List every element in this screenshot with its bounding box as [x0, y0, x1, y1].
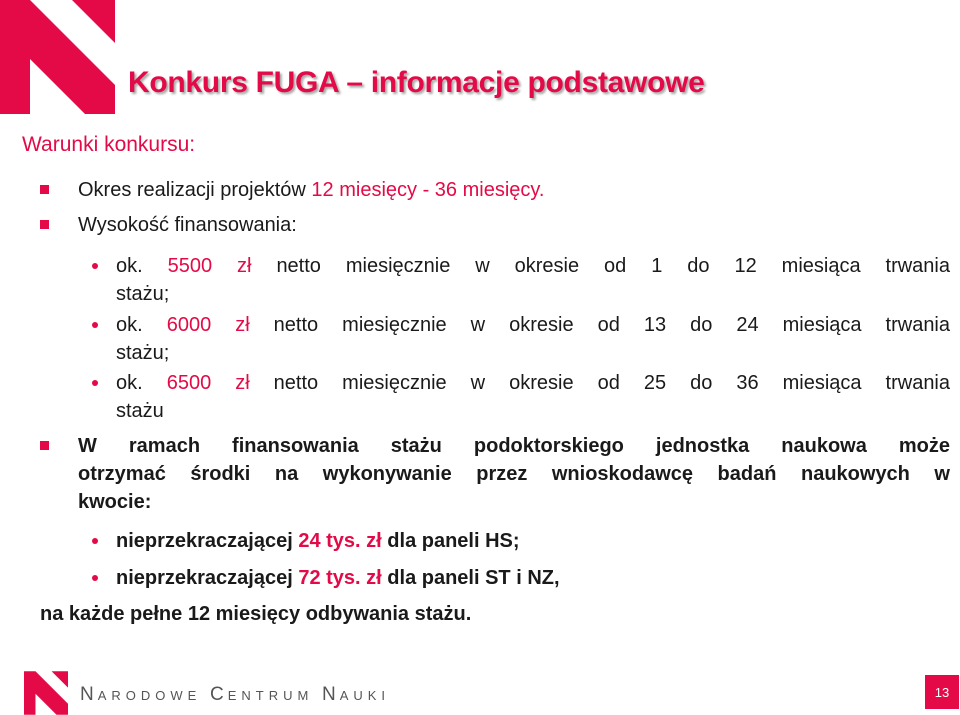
item-text: ok. [116, 255, 168, 277]
page-number: 13 [925, 675, 959, 709]
footer-word: AUKI [339, 688, 391, 703]
bullet-dot [92, 263, 98, 269]
item-highlight: 6000 zł [166, 314, 250, 336]
bullet-square [40, 220, 49, 229]
bullet-square [40, 441, 49, 450]
bullet-dot [92, 322, 98, 328]
item-text: nieprzekraczającej [116, 530, 299, 552]
item-highlight: 5500 zł [167, 255, 252, 277]
list-item-line: kwocie: [78, 491, 152, 513]
item-text: dla paneli ST i NZ, [381, 567, 560, 589]
sub-item-line: stażu; [116, 283, 170, 305]
item-text: nieprzekraczającej [116, 567, 299, 589]
item-text: dla paneli HS; [381, 530, 520, 552]
closing-line: na każde pełne 12 miesięcy odbywania stażu. [40, 603, 472, 625]
list-item-funding: Wysokość finansowania: [78, 214, 297, 236]
item-highlight: 12 miesięcy - 36 miesięcy. [311, 179, 545, 201]
footer-word: ENTRUM [227, 688, 314, 703]
footer-organization-name [80, 684, 390, 706]
footer-word: ARODOWE [97, 688, 202, 703]
ncn-footer-logo [24, 671, 68, 715]
list-item-period [78, 176, 544, 204]
item-text: netto miesięcznie w okresie od 1 do 12 miesiąca trwania [276, 255, 950, 277]
sub-item-st-nz [116, 564, 560, 592]
sub-item-line [116, 252, 950, 280]
bullet-dot [92, 575, 98, 581]
item-text: Okres realizacji projektów [78, 179, 312, 201]
footer-letter: C [209, 684, 228, 705]
item-highlight: 24 tys. zł [298, 530, 382, 552]
subtitle: Warunki konkursu: [22, 133, 196, 156]
sub-item-hs [116, 527, 520, 555]
item-text: netto miesięcznie w okresie od 25 do 36 miesiąca trwania [273, 372, 951, 394]
bullet-square [40, 185, 49, 194]
page-title: Konkurs FUGA – informacje podstawowe [128, 66, 705, 99]
item-text: ok. [116, 372, 167, 394]
footer-letter: N [80, 684, 98, 705]
sub-item-line: stażu [116, 400, 164, 422]
list-item-line: W ramach finansowania stażu podoktorskiego jednostka naukowa może [78, 435, 950, 457]
bullet-dot [92, 538, 98, 544]
footer-letter: N [321, 684, 340, 705]
ncn-logo [0, 0, 115, 114]
item-text: netto miesięcznie w okresie od 13 do 24 miesiąca trwania [273, 314, 951, 336]
item-text: ok. [116, 314, 167, 336]
bullet-dot [92, 380, 98, 386]
sub-item-line [116, 311, 950, 339]
sub-item-line [116, 369, 950, 397]
item-highlight: 6500 zł [166, 372, 250, 394]
item-highlight: 72 tys. zł [298, 567, 382, 589]
list-item-line: otrzymać środki na wykonywanie przez wnioskodawcę badań naukowych w [78, 463, 950, 485]
sub-item-line: stażu; [116, 342, 170, 364]
